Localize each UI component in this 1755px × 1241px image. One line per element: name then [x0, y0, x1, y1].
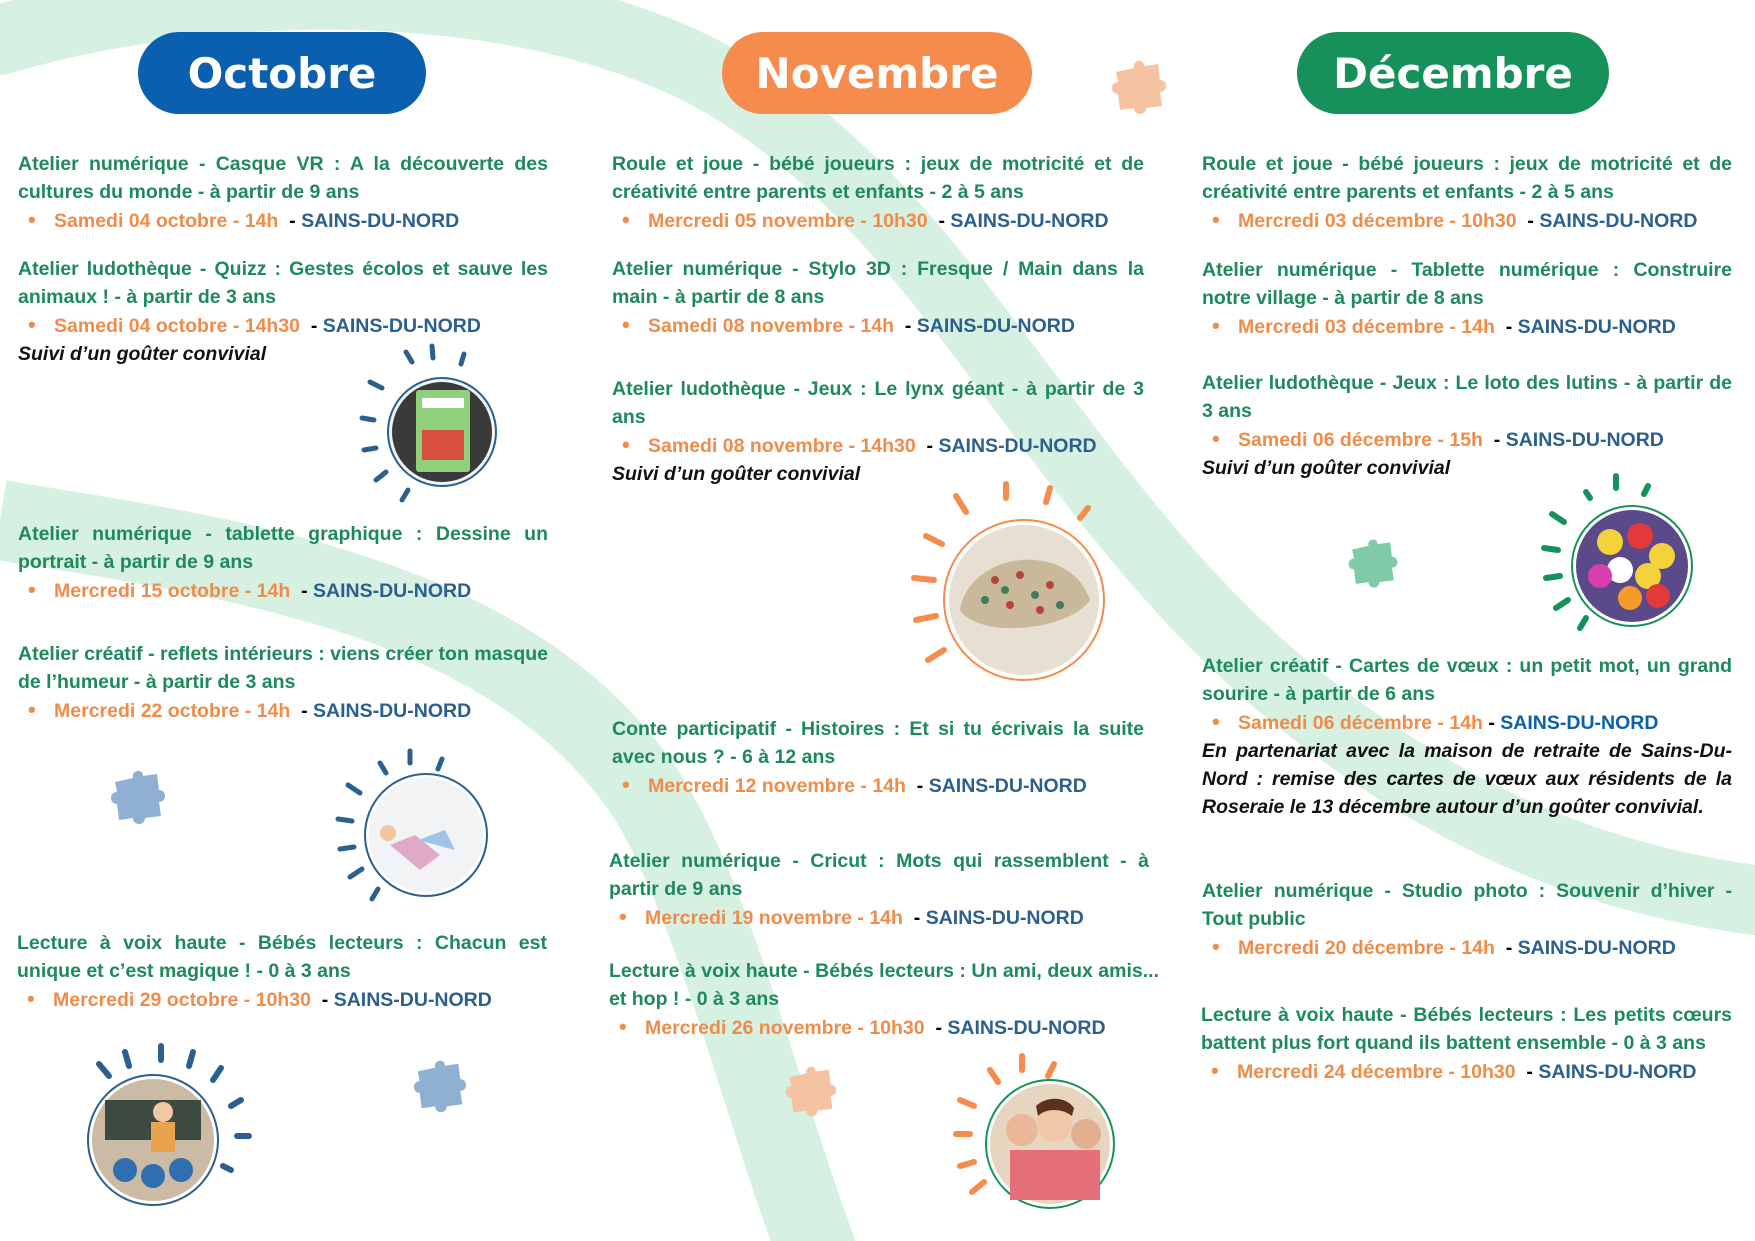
event-title: Atelier numérique - Studio photo : Souvenir d’hiver - Tout public: [1202, 880, 1732, 930]
event-date-line: • Samedi 04 octobre - 14h30 - SAINS-DU-NORD: [28, 312, 481, 337]
month-pill-octobre: [138, 32, 426, 114]
event-title: Atelier créatif - reflets intérieurs : viens créer ton masque de l’humeur - à partir de 3 ans: [18, 643, 548, 693]
event-nov-1: [612, 150, 1144, 235]
puzzle-piece-icon: [106, 768, 170, 828]
puzzle-piece-icon: [782, 1064, 840, 1120]
event-oct-1: [18, 150, 548, 235]
event-oct-4: [18, 640, 548, 725]
event-date-line: • Mercredi 03 décembre - 14h - SAINS-DU-NORD: [1212, 313, 1676, 338]
photo-storytime: [85, 1040, 265, 1230]
event-title: Atelier numérique - Cricut : Mots qui rassemblent - à partir de 9 ans: [609, 850, 1149, 900]
event-place: SAINS-DU-NORD: [1505, 429, 1664, 451]
event-place: SAINS-DU-NORD: [313, 700, 472, 722]
month-pill-decembre: [1297, 32, 1609, 114]
event-note: Suivi d’un goûter convivial: [612, 463, 861, 485]
event-date: Mercredi 15 octobre - 14h: [54, 580, 291, 602]
event-title: Lecture à voix haute - Bébés lecteurs : Les petits cœurs battent plus fort quand ils battent ensemble - 0 à 3 ans: [1201, 1004, 1732, 1054]
event-place: SAINS-DU-NORD: [928, 775, 1087, 797]
event-place: SAINS-DU-NORD: [322, 315, 481, 337]
event-date: Samedi 04 octobre - 14h: [54, 210, 279, 232]
event-date: Mercredi 12 novembre - 14h: [648, 775, 906, 797]
event-nov-4: [612, 715, 1144, 800]
event-date: Mercredi 05 novembre - 10h30: [648, 210, 928, 232]
event-date-line: • Mercredi 05 novembre - 10h30 - SAINS-DU-NORD: [622, 207, 1109, 232]
event-title: Conte participatif - Histoires : Et si tu écrivais la suite avec nous ? - 6 à 12 ans: [612, 718, 1144, 768]
puzzle-piece-icon: [1345, 536, 1401, 592]
event-place: SAINS-DU-NORD: [1539, 210, 1698, 232]
puzzle-piece-icon: [1108, 58, 1170, 118]
event-date: Mercredi 19 novembre - 14h: [645, 907, 903, 929]
event-nov-2: [612, 255, 1144, 340]
month-title: Novembre: [755, 48, 999, 98]
event-place: SAINS-DU-NORD: [916, 315, 1075, 337]
event-date: Samedi 08 novembre - 14h: [648, 315, 895, 337]
event-title: Atelier ludothèque - Quizz : Gestes écolos et sauve les animaux ! - à partir de 3 ans: [18, 258, 548, 308]
event-dec-5: [1202, 877, 1732, 962]
event-title: Atelier créatif - Cartes de vœux : un petit mot, un grand sourire - à partir de 6 ans: [1202, 655, 1732, 705]
event-date: Samedi 06 décembre - 14h: [1238, 712, 1483, 734]
event-dec-4: [1202, 652, 1732, 821]
event-title: Roule et joue - bébé joueurs : jeux de motricité et de créativité entre parents et enfants - 2 à 5 ans: [612, 153, 1144, 203]
event-oct-3: [18, 520, 548, 605]
event-place: SAINS-DU-NORD: [1517, 316, 1676, 338]
event-date-line: • Mercredi 29 octobre - 10h30 - SAINS-DU-NORD: [27, 986, 492, 1011]
event-place: SAINS-DU-NORD: [313, 580, 472, 602]
photo-loto-balls: [1540, 472, 1710, 642]
event-dec-6: [1201, 1001, 1732, 1086]
event-date-line: • Mercredi 22 octobre - 14h - SAINS-DU-NORD: [28, 697, 472, 722]
event-title: Atelier ludothèque - Jeux : Le lynx géant - à partir de 3 ans: [612, 378, 1144, 428]
event-date-line: • Mercredi 26 novembre - 10h30 - SAINS-DU-NORD: [619, 1014, 1106, 1039]
event-dec-1: [1202, 150, 1732, 235]
event-nov-5: [609, 847, 1149, 932]
event-place: SAINS-DU-NORD: [1500, 712, 1659, 734]
event-place: SAINS-DU-NORD: [938, 435, 1097, 457]
event-title: Atelier numérique - Stylo 3D : Fresque / Main dans la main - à partir de 8 ans: [612, 258, 1144, 308]
event-date: Samedi 08 novembre - 14h30: [648, 435, 916, 457]
event-date-line: • Samedi 04 octobre - 14h - SAINS-DU-NORD: [28, 207, 460, 232]
event-date: Samedi 04 octobre - 14h30: [54, 315, 301, 337]
event-date: Mercredi 03 décembre - 14h: [1238, 316, 1495, 338]
month-title: Octobre: [187, 48, 377, 98]
event-date: Samedi 06 décembre - 15h: [1238, 429, 1483, 451]
month-pill-novembre: [722, 32, 1032, 114]
event-place: SAINS-DU-NORD: [950, 210, 1109, 232]
photo-game-box: [350, 340, 510, 510]
event-date-line: • Samedi 08 novembre - 14h - SAINS-DU-NORD: [622, 312, 1075, 337]
month-title: Décembre: [1333, 48, 1573, 98]
event-date-line: • Mercredi 15 octobre - 14h - SAINS-DU-NORD: [28, 577, 472, 602]
event-note: Suivi d’un goûter convivial: [1202, 457, 1451, 479]
event-date: Mercredi 03 décembre - 10h30: [1238, 210, 1517, 232]
event-place: SAINS-DU-NORD: [1538, 1061, 1697, 1083]
event-title: Roule et joue - bébé joueurs : jeux de motricité et de créativité entre parents et enfants - 2 à 5 ans: [1202, 153, 1732, 203]
event-date: Mercredi 26 novembre - 10h30: [645, 1017, 925, 1039]
event-date: Mercredi 29 octobre - 10h30: [53, 989, 311, 1011]
event-title: Atelier ludothèque - Jeux : Le loto des lutins - à partir de 3 ans: [1202, 372, 1732, 422]
event-dec-2: [1202, 256, 1732, 341]
event-title: Lecture à voix haute - Bébés lecteurs : Chacun est unique et c’est magique ! - 0 à 3 ans: [17, 932, 547, 982]
event-date-line: • Mercredi 03 décembre - 10h30 - SAINS-DU-NORD: [1212, 207, 1698, 232]
event-title: Atelier numérique - Casque VR : A la découverte des cultures du monde - à partir de 9 ans: [18, 153, 548, 203]
event-date: Mercredi 20 décembre - 14h: [1238, 937, 1495, 959]
event-date-line: • Samedi 06 décembre - 15h - SAINS-DU-NORD: [1212, 426, 1664, 451]
event-title: Atelier numérique - Tablette numérique : Construire notre village - à partir de 8 ans: [1202, 259, 1732, 309]
event-date-line: • Mercredi 20 décembre - 14h - SAINS-DU-NORD: [1212, 934, 1676, 959]
event-place: SAINS-DU-NORD: [301, 210, 460, 232]
event-date: Mercredi 24 décembre - 10h30: [1237, 1061, 1516, 1083]
event-date-line: • Mercredi 24 décembre - 10h30 - SAINS-DU-NORD: [1211, 1058, 1697, 1083]
event-nov-6: [609, 957, 1159, 1042]
event-date: Mercredi 22 octobre - 14h: [54, 700, 291, 722]
event-place: SAINS-DU-NORD: [925, 907, 1084, 929]
event-title: Lecture à voix haute - Bébés lecteurs : Un ami, deux amis... et hop ! - 0 à 3 ans: [609, 960, 1159, 1010]
event-note: En partenariat avec la maison de retraite de Sains-Du-Nord : remise des cartes de vœux aux résidents de la Roseraie le 13 décembre autour d’un goûter convivial.: [1202, 740, 1732, 818]
event-place: SAINS-DU-NORD: [333, 989, 492, 1011]
event-date-line: • Samedi 06 décembre - 14h - SAINS-DU-NORD: [1212, 709, 1659, 734]
event-date-line: • Mercredi 19 novembre - 14h - SAINS-DU-NORD: [619, 904, 1084, 929]
event-dec-3: [1202, 369, 1732, 482]
event-place: SAINS-DU-NORD: [947, 1017, 1106, 1039]
puzzle-piece-icon: [410, 1058, 470, 1116]
event-date-line: • Samedi 08 novembre - 14h30 - SAINS-DU-NORD: [622, 432, 1097, 457]
photo-mask-craft: [330, 745, 500, 905]
event-note: Suivi d’un goûter convivial: [18, 343, 267, 365]
photo-children: [950, 1050, 1120, 1220]
event-nov-3: [612, 375, 1144, 488]
photo-lynx-game: [900, 480, 1120, 690]
event-place: SAINS-DU-NORD: [1517, 937, 1676, 959]
event-oct-5: [17, 929, 547, 1014]
event-title: Atelier numérique - tablette graphique : Dessine un portrait - à partir de 9 ans: [18, 523, 548, 573]
event-date-line: • Mercredi 12 novembre - 14h - SAINS-DU-NORD: [622, 772, 1087, 797]
